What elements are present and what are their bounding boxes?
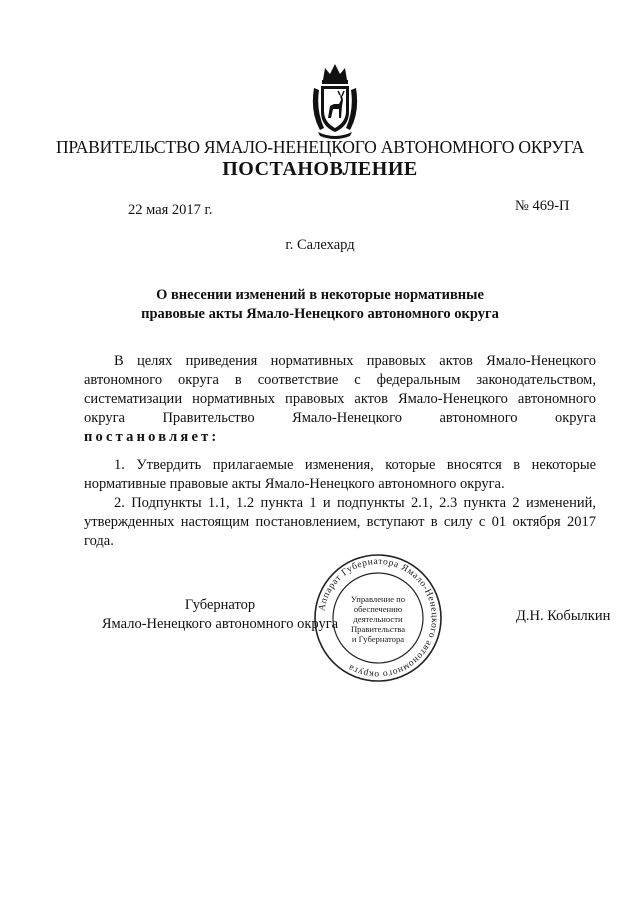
resolution-verb: постановляет: (84, 429, 220, 445)
subject-line-1: О внесении изменений в некоторые нормативные (156, 287, 484, 303)
preamble-line-1: В целях приведения нормативных правовых актов Ямало-Ненецкого (114, 353, 596, 369)
preamble-line-4: округа Правительство Ямало-Ненецкого автономного округа (84, 410, 596, 426)
preamble-line-3: систематизации нормативных правовых актов Ямало-Ненецкого автономного (84, 391, 596, 407)
government-title: ПРАВИТЕЛЬСТВО ЯМАЛО-НЕНЕЦКОГО АВТОНОМНОГО ОКРУГА (55, 137, 585, 157)
stamp-center-line-3: деятельности (353, 614, 403, 624)
stamp-center-line-4: Правительства (350, 624, 406, 634)
document-number: № 469-П (515, 198, 570, 214)
preamble-paragraph (84, 352, 596, 447)
document-subject (130, 286, 510, 324)
stamp-ring-text: Аппарат Губернатора Ямало-Ненецкого автономного округа (317, 556, 440, 680)
signer-name: Д.Н. Кобылкин (516, 608, 611, 624)
signer-title-line-1: Губернатор (184, 597, 256, 613)
signer-title (92, 596, 348, 634)
document-type: ПОСТАНОВЛЕНИЕ (222, 158, 418, 180)
coat-of-arms-icon (308, 62, 362, 140)
document-city: г. Салехард (285, 237, 355, 253)
stamp-center-line-5: и Губернатора (351, 634, 405, 644)
stamp-center-line-2: обеспечению (353, 604, 403, 614)
subject-line-2: правовые акты Ямало-Ненецкого автономного округа (141, 306, 499, 322)
item-2: 2. Подпункты 1.1, 1.2 пункта 1 и подпункты 2.1, 2.3 пункта 2 изменений, утвержденных настоящим постановлением, вступают в силу с 01 октября 2017 года. (84, 495, 596, 549)
signer-title-line-2: Ямало-Ненецкого автономного округа (101, 616, 339, 632)
stamp-center-text (341, 594, 415, 644)
document-date: 22 мая 2017 г. (128, 202, 213, 218)
preamble-line-2: автономного округа в соответствие с федеральным законодательством, (84, 372, 596, 388)
stamp-center-line-1: Управление по (350, 594, 406, 604)
item-1: 1. Утвердить прилагаемые изменения, которые вносятся в некоторые нормативные правовые акты Ямало-Ненецкого автономного округа. (84, 457, 596, 492)
